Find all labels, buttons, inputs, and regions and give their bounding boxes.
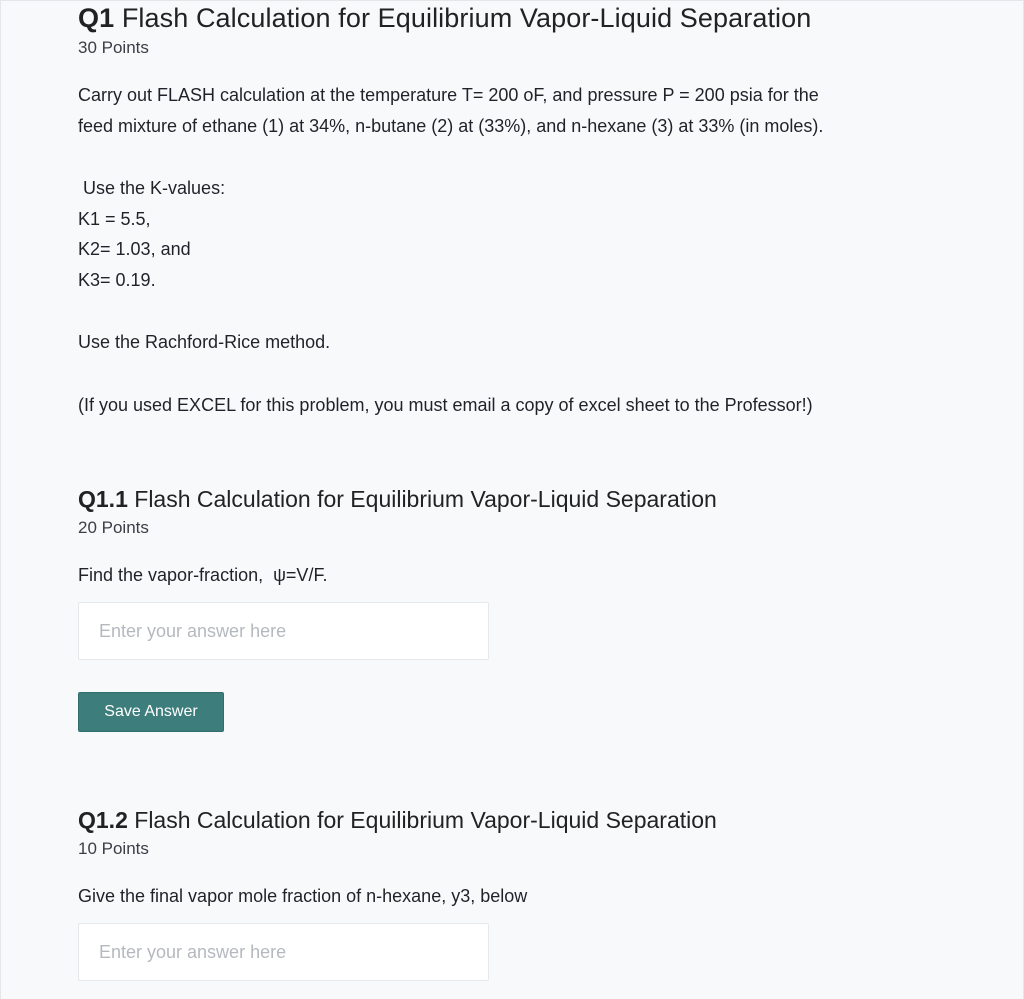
q1-2-points: 10 Points <box>78 839 149 858</box>
q1-2-prompt: Give the final vapor mole fraction of n-hexane, y3, below <box>78 886 528 906</box>
q1-1-prompt: Find the vapor-fraction, ψ=V/F. <box>78 565 328 585</box>
q1-method: Use the Rachford-Rice method. <box>78 332 331 352</box>
q1-1-number: Q1.1 <box>78 486 128 512</box>
save-answer-button[interactable]: Save Answer <box>78 692 224 732</box>
q1-1-title-text: Flash Calculation for Equilibrium Vapor-Liquid Separation <box>134 486 717 512</box>
q1-points: 30 Points <box>78 38 149 57</box>
q1-1-answer-input[interactable] <box>78 602 489 660</box>
q1-k3: K3= 0.19. <box>78 270 156 290</box>
q1-2-answer-input[interactable] <box>78 923 489 981</box>
q1-k1: K1 = 5.5, <box>78 209 151 229</box>
q1-k2: K2= 1.03, and <box>78 239 191 259</box>
q1-body-line1: Carry out FLASH calculation at the temperature T= 200 oF, and pressure P = 200 psia for the <box>78 85 819 105</box>
q1-body-line2: feed mixture of ethane (1) at 34%, n-butane (2) at (33%), and n-hexane (3) at 33% (in moles). <box>78 116 824 136</box>
q1-number: Q1 <box>78 3 115 33</box>
q1-kvalues-intro: Use the K-values: <box>78 178 226 198</box>
q1-1-points: 20 Points <box>78 518 149 537</box>
q1-2-title-text: Flash Calculation for Equilibrium Vapor-Liquid Separation <box>134 807 717 833</box>
q1-2-title <box>78 807 717 834</box>
q1-2-number: Q1.2 <box>78 807 128 833</box>
q1-excel-note: (If you used EXCEL for this problem, you must email a copy of excel sheet to the Professor!) <box>78 395 813 415</box>
q1-title <box>78 3 811 34</box>
q1-title-text: Flash Calculation for Equilibrium Vapor-Liquid Separation <box>121 3 812 33</box>
q1-1-title <box>78 486 717 513</box>
